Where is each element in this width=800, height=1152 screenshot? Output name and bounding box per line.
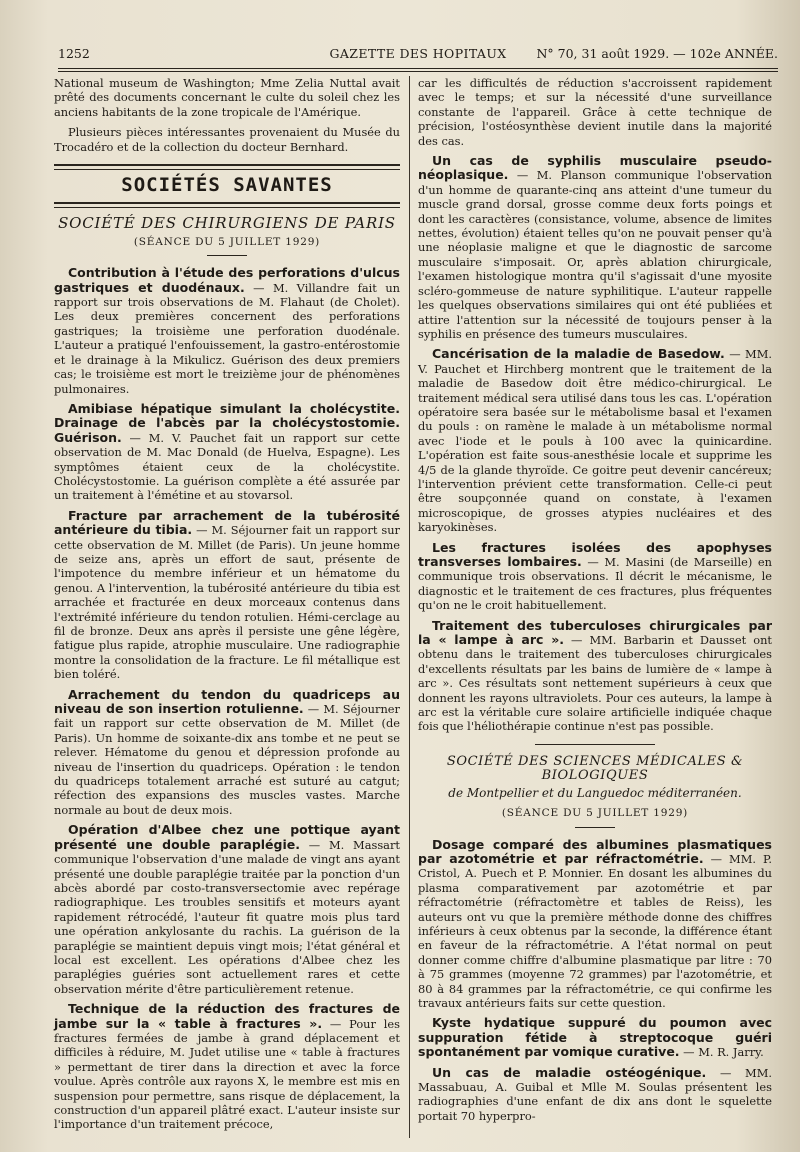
- article-title: Opération d'Albee chez une pottique ayant présenté une double paraplégie.: [54, 822, 400, 852]
- article-title: Technique de la réduction des fractures de jambe sur la « table à fractures ».: [54, 1001, 400, 1031]
- article-title: Un cas de syphilis musculaire pseudo-néoplasique.: [418, 153, 772, 183]
- article-body: — MM. Massabuau, A. Guibal et Mlle M. Soulas présentent les radiographies d'une enfant de dix ans dont le squelette portait 70 hyperpro-: [418, 1065, 772, 1123]
- journal-title: GAZETTE DES HOPITAUX: [329, 46, 507, 61]
- article-body: — M. R. Jarry.: [679, 1045, 764, 1060]
- article: [418, 541, 772, 613]
- article: [54, 688, 400, 818]
- short-rule-2: [575, 827, 615, 828]
- society-place: de Montpellier et du Languedoc méditerranéen.: [448, 785, 742, 800]
- article-title: Les fractures isolées des apophyses transverses lombaires.: [418, 539, 772, 569]
- article-body: — M. Villandre fait un rapport sur trois observations de M. Flahaut (de Cholet). Les deux premières concernent des perforations gastriques; la troisième une perforation duodénale. L'auteur a pratiqué l'enfouissement, la gastro-entérostomie et le drainage à la Mikulicz. Guérison des deux premiers cas; le troisième est mort le treizième jour de phénomènes pulmonaires.: [54, 280, 400, 396]
- section-rule-top: [54, 164, 400, 170]
- article: [54, 823, 400, 996]
- page-number: 1252: [58, 46, 90, 61]
- issue-line: N° 70, 31 août 1929. — 102e ANNÉE.: [536, 46, 778, 61]
- article: [54, 509, 400, 682]
- article-title: Un cas de maladie ostéogénique.: [432, 1064, 707, 1080]
- article: [418, 347, 772, 534]
- left-column: [54, 76, 400, 1142]
- article: [418, 1066, 772, 1124]
- article-body: — M. Séjourner fait un rapport sur cette observation de M. Millet (de Paris). Un jeune homme de seize ans, après un effort de saut, présente de l'impotence du membre inférieur et un hématome du genou. A l'intervention, la tubérosité antérieure du tibia est arrachée et fracturée en deux morceaux contenus dans l'extrémité inférieure du tendon rotulien. Hémi-cerclage au fil de bronze. Deux ans après il persiste une gêne légère, fatigue plus rapide, atrophie musculaire. Une radiographie montre la consolidation de la fracture. Le fil métallique est bien toléré.: [54, 523, 400, 682]
- article: [418, 838, 772, 1011]
- seance-date-2: (SÉANCE DU 5 JUILLET 1929): [501, 807, 689, 820]
- article-title: Cancérisation de la maladie de Basedow.: [432, 346, 725, 362]
- society-title-2: SOCIÉTÉ DES SCIENCES MÉDICALES & BIOLOGIQUES: [446, 753, 744, 784]
- article-title: Fracture par arrachement de la tubérosité antérieure du tibia.: [54, 507, 400, 538]
- header-rule: [58, 68, 778, 69]
- article: [54, 402, 400, 503]
- article-body: — MM. Barbarin et Dausset ont obtenu dans le traitement des tuberculoses chirurgicales d'excellents résultats par les bains de lumière de « lampe à arc ». Ces résultats sont nettement supérieurs à ceux que donnent les rayons ultraviolets. Pour ces auteurs, la lampe à arc est la véritable cure solaire artificielle indiquée chaque fois que l'héliothérapie continue n'est pas possible.: [418, 633, 772, 734]
- section-rule-bottom: [54, 202, 400, 208]
- section-title: SOCIÉTÉS SAVANTES: [121, 174, 333, 197]
- article-title: Dosage comparé des albumines plasmatiques par azotométrie et par réfractométrie.: [418, 836, 772, 866]
- article-body: — M. Séjourner fait un rapport sur cette observation de M. Millet (de Paris). Un homme de soixante-dix ans tombe et ne peut se relever. Hématome du genou et dépression profonde au niveau de l'insertion du quadriceps. Opération : le tendon du quadriceps totalement arraché est suturé au catgut; réfection des expansions des muscles vastes. Marche normale au bout de deux mois.: [54, 702, 400, 817]
- article-title: Kyste hydatique suppuré du poumon avec suppuration fétide à streptocoque guéri spontanément par vomique curative.: [418, 1015, 772, 1060]
- right-column: [418, 76, 772, 1142]
- society-rule: [535, 744, 655, 745]
- running-header: [58, 44, 778, 66]
- continued-paragraph: car les difficultés de réduction s'accroissent rapidement avec le temps; et sur la nécessité d'une surveillance constante de l'appareil. Grâce à cette technique de précision, l'ostéosynthèse devient inutile dans la majorité des cas.: [418, 76, 772, 148]
- article-title: Amibiase hépatique simulant la cholécystite. Drainage de l'abcès par la cholécystostomie. Guérison.: [54, 400, 400, 445]
- article-body: — M. Planson communique l'observation d'un homme de quarante-cinq ans atteint d'une tumeur du muscle grand dorsal, grosse comme deux forts poings et dont les caractères (consistance, volume, absence de limites nettes, évolution) étaient telles qu'on ne pouvait penser qu'à une néoplasie maligne et que le diagnostic de sarcome musculaire s'imposait. Or, après ablation chirurgicale, l'examen histologique montra qu'il s'agissait d'une myosite scléro-gommeuse de nature syphilitique. L'auteur rappelle les quelques observations similaires qui ont été publiées et attire l'attention sur la nécessité de toujours penser à la syphilis en présence des tumeurs musculaires.: [418, 168, 772, 341]
- seance-date: (SÉANCE DU 5 JUILLET 1929): [133, 235, 321, 248]
- intro-paragraph: National museum de Washington; Mme Zelia Nuttal avait prêté des documents concernant le culte du soleil chez les anciens habitants de la zone tropicale de l'Amérique.: [54, 76, 400, 119]
- column-divider: [409, 76, 410, 1138]
- article-body: — M. Massart communique l'observation d'une malade de vingt ans ayant présenté une double paraplégie traitée par la ponction d'un abcès abordé par costo-transversectomie avec repérage radiographique. Les troubles sensitifs et moteurs ayant rapidement rétrocédé, l'auteur fit quatre mois plus tard une opération ankylosante du rachis. La guérison de la paraplégie se maintient depuis vingt mois; l'état général et local est excellent. Les opérations d'Albee chez les paraplégies guéries sont actuellement rares et cette observation mérite d'être particulièrement retenue.: [54, 837, 400, 996]
- article-body: — Pour les fractures fermées de jambe à grand déplacement et difficiles à réduire, M. Judet utilise une « table à fractures » permettant de tirer dans la direction et avec la force voulue. Après contrôle aux rayons X, le membre est mis en suspension pour permettre, sans risque de déplacement, la construction d'un appareil plâtré exact. L'auteur insiste sur l'importance d'un traitement précoce,: [54, 1016, 401, 1132]
- article: [418, 619, 772, 734]
- article: [418, 1016, 772, 1059]
- article-title: Traitement des tuberculoses chirurgicales par la « lampe à arc ».: [418, 617, 772, 648]
- intro-paragraph-2: Plusieurs pièces intéressantes provenaient du Musée du Trocadéro et de la collection du docteur Bernhard.: [54, 125, 400, 154]
- article: [54, 1002, 400, 1132]
- short-rule: [207, 255, 247, 256]
- article-body: — MM. V. Pauchet et Hirchberg montrent que le traitement de la maladie de Basedow doit être médico-chirurgical. Le traitement médical sera utilisé dans tous les cas. L'opération opératoire sera basée sur le métabolisme basal et l'examen du pouls : on ramène le malade à un métabolisme normal avec l'iode et le pouls à 100 avec la quinicardine. L'opération est faite sous-anesthésie locale et supprime les 4/5 de la glande thyroïde. Ce goitre peut devenir cancéreux; l'intervention prévient cette transformation. Celle-ci peut être soupçonnée quand on constate, à l'examen microscopique, de grosses atypies nucléaires et des karyokinèses.: [418, 347, 772, 535]
- article: [54, 266, 400, 396]
- article-title: Contribution à l'étude des perforations d'ulcus gastriques et duodénaux.: [54, 265, 400, 295]
- header-rule-thin: [58, 71, 778, 72]
- article-body: — MM. P. Cristol, A. Puech et P. Monnier. En dosant les albumines du plasma comparativement par azotométrie et par réfractométrie (réfractomètre et tables de Reiss), les auteurs ont vu que la première méthode donne des chiffres inférieurs à ceux obtenus par la seconde, la différence étant en faveur de la réfractométrie. A l'état normal on peut donner comme chiffre d'albumine plasmatique par litre : 70 à 75 grammes (moyenne 72 grammes) par l'azotométrie, et 80 à 84 grammes par la réfractométrie, ce qui confirme les travaux antérieurs faits sur cette question.: [418, 851, 772, 1010]
- society-title: SOCIÉTÉ DES CHIRURGIENS DE PARIS: [58, 214, 396, 233]
- article-body: — M. Masini (de Marseille) en communique trois observations. Il décrit le mécanisme, le diagnostic et le traitement de ces fractures, plus fréquentes qu'on ne le croit habituellement.: [418, 555, 773, 613]
- article: [418, 154, 772, 341]
- article-body: — M. V. Pauchet fait un rapport sur cette observation de M. Mac Donald (de Huelva, Espagne). Les symptômes étaient ceux de la cholécystite. Cholécystostomie. La guérison complète a été assurée par un traitement à l'émétine et au stovarsol.: [54, 430, 400, 503]
- article-title: Arrachement du tendon du quadriceps au niveau de son insertion rotulienne.: [54, 686, 400, 717]
